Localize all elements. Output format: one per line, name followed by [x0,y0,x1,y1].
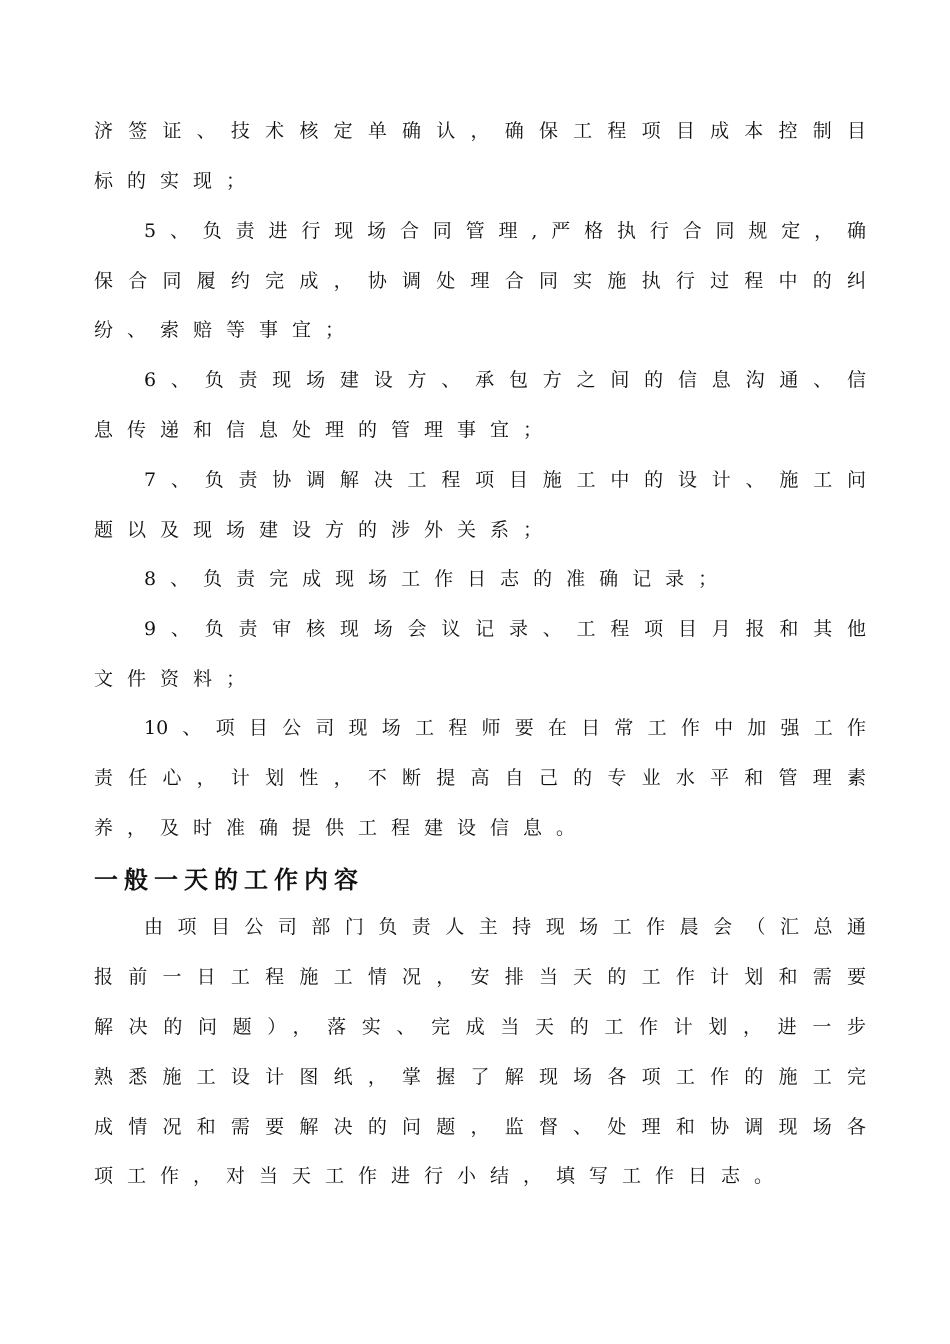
paragraph-line: 报前一日工程施工情况，安排当天的工作计划和需要 [94,966,866,988]
paragraph-line: 济签证、技术核定单确认，确保工程项目成本控制目 [94,120,866,142]
paragraph-line: 成情况和需要解决的问题，监督、处理和协调现场各 [94,1116,866,1138]
paragraph-line: 8、负责完成现场工作日志的准确记录； [144,568,732,590]
paragraph-line: 5、负责进行现场合同管理,严格执行合同规定，确 [144,220,866,242]
paragraph-line: 标的实现； [94,170,260,192]
section-heading: 一般一天的工作内容 [94,866,364,894]
paragraph-line: 题以及现场建设方的涉外关系； [94,519,557,541]
paragraph-line: 养，及时准确提供工程建设信息。 [94,817,590,839]
paragraph-line: 由项目公司部门负责人主持现场工作晨会（汇总通 [144,916,866,938]
paragraph-line: 9、负责审核现场会议记录、工程项目月报和其他 [144,618,866,640]
paragraph-line: 保合同履约完成，协调处理合同实施执行过程中的纠 [94,270,866,292]
paragraph-line: 项工作，对当天工作进行小结，填写工作日志。 [94,1165,788,1187]
paragraph-line: 解决的问题），落实、完成当天的工作计划，进一步 [94,1016,866,1038]
paragraph-line: 10、项目公司现场工程师要在日常工作中加强工作 [144,717,866,739]
paragraph-line: 7、负责协调解决工程项目施工中的设计、施工问 [144,469,866,491]
paragraph-line: 纷、索赔等事宜； [94,319,359,341]
paragraph-line: 6、负责现场建设方、承包方之间的信息沟通、信 [144,369,866,391]
paragraph-line: 熟悉施工设计图纸，掌握了解现场各项工作的施工完 [94,1066,866,1088]
paragraph-line: 息传递和信息处理的管理事宜； [94,419,557,441]
paragraph-line: 责任心，计划性，不断提高自己的专业水平和管理素 [94,767,866,789]
paragraph-line: 文件资料； [94,668,260,690]
